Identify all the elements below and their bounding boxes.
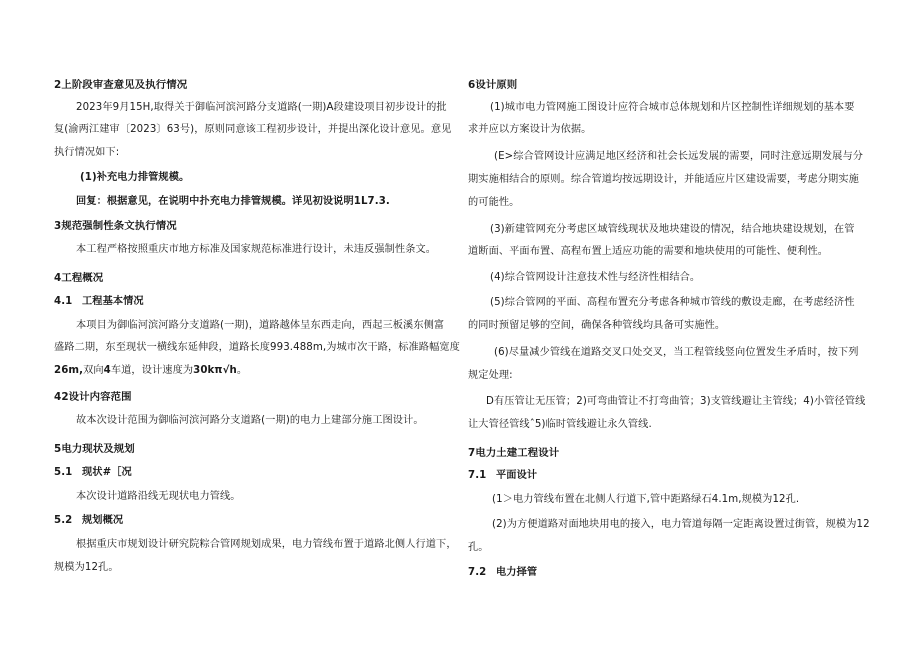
section-5-2-title: 规划概况 xyxy=(82,515,124,526)
principle-3-line-1: (3)新建管网充分考虑区域管线现状及地块建设的情况，结合地块建设规划，在管 xyxy=(490,224,855,235)
principle-2-line-3: 的可能性。 xyxy=(468,197,520,208)
section-2-item-1: (1)补充电力排管规模。 xyxy=(80,172,190,183)
section-4-2-title: 42设计内容范围 xyxy=(54,391,132,403)
section-4-1-number: 4.1 xyxy=(54,296,73,307)
speed-unit-pi: π xyxy=(214,365,223,376)
section-7-2-number: 7.2 xyxy=(468,567,487,578)
principle-3-line-2: 道断面、平面布置、高程布置上适应功能的需要和地块使用的可能性、便利性。 xyxy=(468,246,829,257)
section-2-paragraph-line-2: 复(渝两江建审〔2023〕63号)，原则同意该工程初步设计，并提出深化设计意见。意见 xyxy=(54,124,452,135)
principle-2-line-1: (E>综合管网设计应满足地区经济和社会长远发展的需要，同时注意远期发展与分 xyxy=(494,151,864,162)
section-4-1-title: 工程基本情况 xyxy=(82,296,144,307)
section-7-1-item-2-line-1: (2)为方便道路对面地块用电的接入，电力管道每隔一定距离设置过街管，规模为12 xyxy=(492,519,870,530)
principle-6-line-1: (6)尽量减少管线在道路交叉口处交叉，当工程管线竖向位置发生矛盾时，按下列 xyxy=(494,347,859,358)
section-5-2-heading xyxy=(54,514,123,528)
section-7-1-title: 平面设计 xyxy=(496,470,538,481)
lanes-prefix: 双向 xyxy=(83,365,104,376)
section-7-1-number: 7.1 xyxy=(468,470,487,481)
principle-1-line-2: 求并应以方案设计为依据。 xyxy=(468,124,592,135)
section-4-2-paragraph: 故本次设计范围为御临河滨河路分支道路(一期)的电力上建部分施工图设计。 xyxy=(76,415,424,426)
section-5-title: 5电力现状及规划 xyxy=(54,443,135,455)
section-5-1-heading xyxy=(54,466,132,480)
principle-6-line-2: 规定处理: xyxy=(468,370,513,381)
section-4-1-line-3 xyxy=(54,364,247,378)
section-7-1-heading xyxy=(468,469,537,483)
principle-5-line-2: 的同时预留足够的空间，确保各种管线均具备可实施性。 xyxy=(468,320,726,331)
section-7-1-item-1: (1＞电力管线布置在北侧人行道下,管中距路绿石4.1m,规模为12孔. xyxy=(492,494,800,505)
section-7-2-title: 电力择管 xyxy=(496,567,538,578)
lane-count: 4 xyxy=(103,365,111,376)
rules-line-1: D有压管让无压管；2)可弯曲管让不打弯曲管；3)支管线避让主管线；4)小管径管线 xyxy=(486,396,866,407)
section-5-2-line-2: 规模为12孔。 xyxy=(54,562,119,573)
section-5-1-paragraph: 本次设计道路沿线无现状电力管线。 xyxy=(76,491,241,502)
speed-unit-h: √h xyxy=(222,365,237,376)
section-5-2-line-1: 根据重庆市规划设计研究院粽合管网规划成果，电力管线布置于道路北侧人行道下， xyxy=(76,539,457,550)
principle-4: (4)综合管网设计注意技术性与经济性相结合。 xyxy=(490,272,701,283)
rules-line-2: 让大管径管线ˆ5)临时管线避让永久管线. xyxy=(468,419,652,430)
section-3-paragraph: 本工程严格按照重庆市地方标准及国家规范标准进行设计，未违反强制性条文。 xyxy=(76,244,437,255)
section-7-1-item-2-line-2: 孔。 xyxy=(468,542,489,553)
principle-2-line-2: 期实施相结合的原则。综合管道均按远期设计，并能适应片区建设需要，考虑分期实施 xyxy=(468,174,859,185)
section-2-title: 2上阶段审查意见及执行情况 xyxy=(54,79,188,91)
section-6-title: 6设计原则 xyxy=(468,79,518,91)
section-5-1-title: 现状#［况 xyxy=(82,467,132,478)
section-5-1-number: 5.1 xyxy=(54,467,73,478)
section-4-title: 4工程概况 xyxy=(54,272,104,284)
section-3-title: 3规范强制性条文执行情况 xyxy=(54,220,177,232)
road-width-value: 26m, xyxy=(54,365,84,376)
section-2-reply: 回复：根据意见，在说明中扑充电力排管规模。详见初设说明1L7.3. xyxy=(76,196,390,207)
section-4-1-heading xyxy=(54,295,144,309)
section-7-2-heading xyxy=(468,566,537,580)
section-4-1-line-2: 盛路二期，东至现状一横线东延伸段，道路长度993.488m,为城市次干路，标准路幅宽度 xyxy=(54,342,460,353)
speed-prefix: 车道，设计速度为 xyxy=(110,365,194,376)
section-2-paragraph-line-1: 2023年9月15H,取得关于御临河滨河路分支道路(一期)A段建设项目初步设计的批 xyxy=(76,102,447,113)
section-7-title: 7电力土建工程设计 xyxy=(468,447,560,459)
principle-5-line-1: (5)综合管网的平面、高程布置充分考虑各种城市管线的敷设走廊，在考虑经济性 xyxy=(490,297,855,308)
sentence-end: 。 xyxy=(236,365,248,376)
section-2-paragraph-line-3: 执行情况如下: xyxy=(54,147,120,158)
principle-1-line-1: (1)城市电力管网施工图设计应符合城市总体规划和片区控制性详细规划的基本要 xyxy=(490,102,855,113)
speed-value: 30k xyxy=(193,365,215,376)
section-4-1-line-1: 本项目为御临河滨河路分支道路(一期)，道路越体呈东西走向，西起三板溪东侧富 xyxy=(76,320,445,331)
section-5-2-number: 5.2 xyxy=(54,515,73,526)
